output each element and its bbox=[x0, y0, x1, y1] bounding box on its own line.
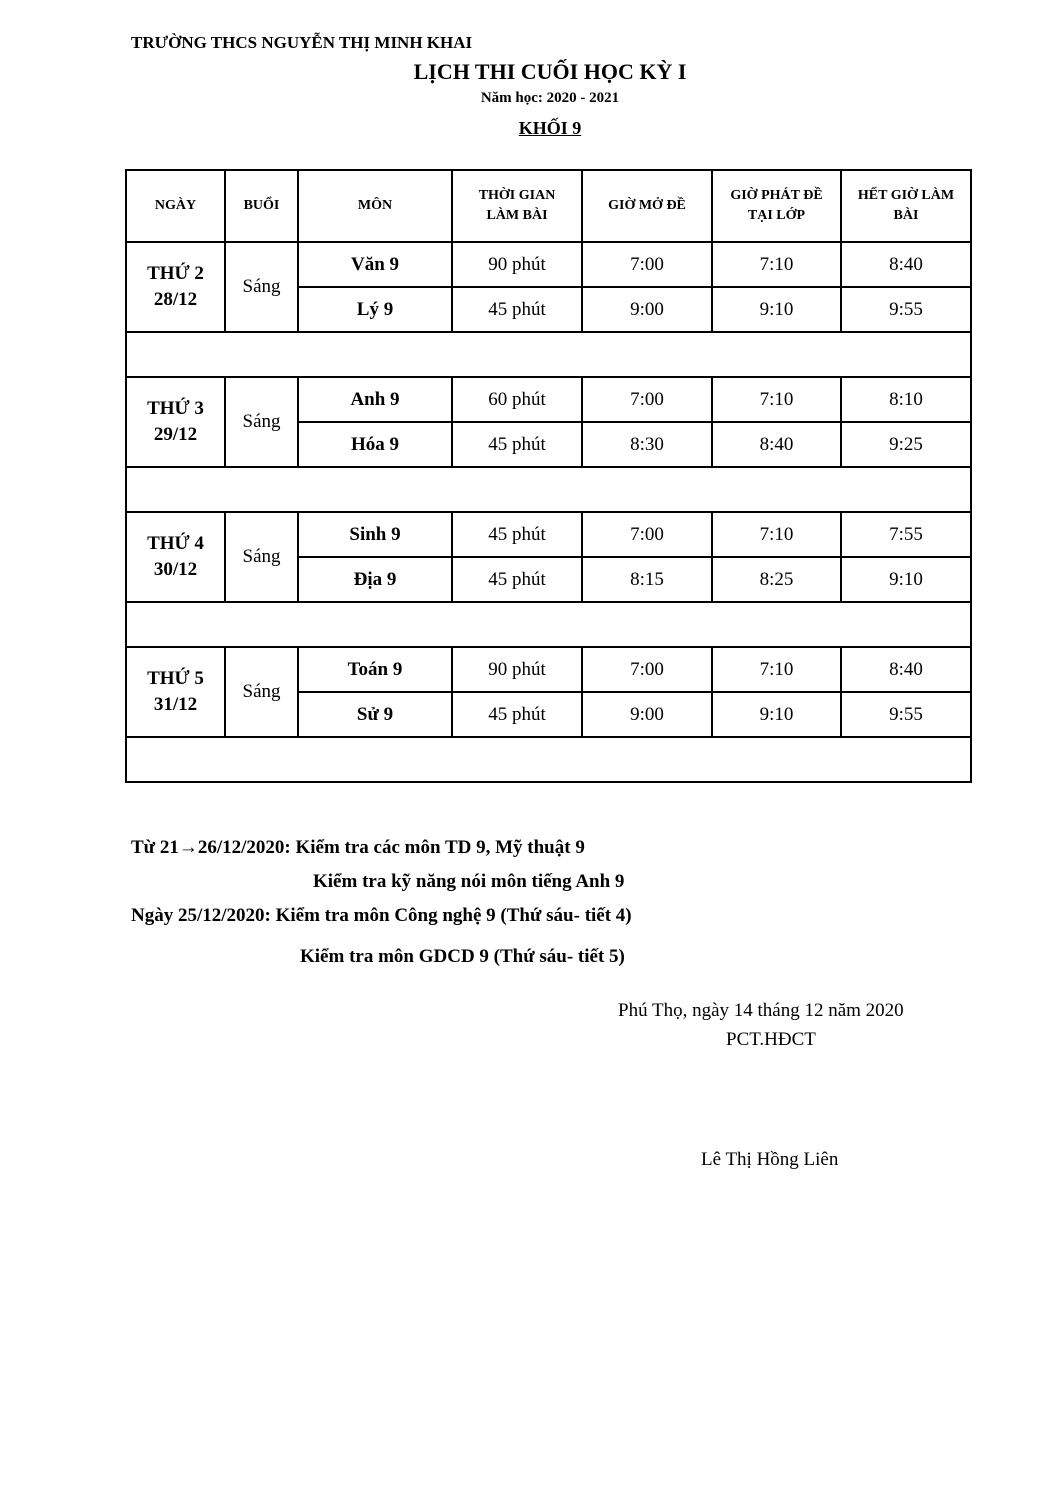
open-time-cell: 8:30 bbox=[582, 422, 712, 467]
school-name: TRƯỜNG THCS NGUYỄN THỊ MINH KHAI bbox=[131, 33, 473, 52]
session-cell: Sáng bbox=[225, 242, 298, 332]
hand-out-time-cell: 7:10 bbox=[712, 242, 841, 287]
open-time-cell: 9:00 bbox=[582, 692, 712, 737]
duration-cell: 60 phút bbox=[452, 377, 582, 422]
subject-cell: Toán 9 bbox=[298, 647, 452, 692]
end-time-cell: 9:25 bbox=[841, 422, 971, 467]
day-cell: THỨ 3 29/12 bbox=[126, 377, 225, 467]
subject-cell: Hóa 9 bbox=[298, 422, 452, 467]
end-time-cell: 9:10 bbox=[841, 557, 971, 602]
spacer-row bbox=[126, 467, 971, 512]
subject-cell: Địa 9 bbox=[298, 557, 452, 602]
day-cell: THỨ 2 28/12 bbox=[126, 242, 225, 332]
header-open-time: GIỜ MỞ ĐỀ bbox=[582, 170, 712, 242]
session-cell: Sáng bbox=[225, 512, 298, 602]
day-cell: THỨ 4 30/12 bbox=[126, 512, 225, 602]
hand-out-time-cell: 8:25 bbox=[712, 557, 841, 602]
duration-cell: 45 phút bbox=[452, 287, 582, 332]
open-time-cell: 9:00 bbox=[582, 287, 712, 332]
end-time-cell: 9:55 bbox=[841, 287, 971, 332]
note-line: Ngày 25/12/2020: Kiểm tra môn Công nghệ 9 (Thứ sáu- tiết 4) bbox=[131, 905, 632, 926]
header-day: NGÀY bbox=[126, 170, 225, 242]
note-line: Kiểm tra kỹ năng nói môn tiếng Anh 9 bbox=[313, 871, 625, 892]
school-year: Năm học: 2020 - 2021 bbox=[480, 90, 620, 106]
header-duration: THỜI GIAN LÀM BÀI bbox=[452, 170, 582, 242]
end-time-cell: 8:40 bbox=[841, 242, 971, 287]
duration-cell: 90 phút bbox=[452, 242, 582, 287]
note-line: Kiểm tra môn GDCD 9 (Thứ sáu- tiết 5) bbox=[300, 946, 625, 967]
open-time-cell: 7:00 bbox=[582, 242, 712, 287]
signer-role: PCT.HĐCT bbox=[726, 1029, 816, 1050]
session-cell: Sáng bbox=[225, 377, 298, 467]
document-title: LỊCH THI CUỐI HỌC KỲ I bbox=[413, 59, 687, 84]
signer-name: Lê Thị Hồng Liên bbox=[701, 1149, 839, 1170]
end-time-cell: 8:10 bbox=[841, 377, 971, 422]
duration-cell: 45 phút bbox=[452, 422, 582, 467]
table-header-row bbox=[126, 170, 971, 242]
note-line: Từ 21→26/12/2020: Kiểm tra các môn TD 9, Mỹ thuật 9 bbox=[131, 837, 585, 858]
end-time-cell: 9:55 bbox=[841, 692, 971, 737]
header-hand-out-time: GIỜ PHÁT ĐỀ TẠI LỚP bbox=[712, 170, 841, 242]
subject-cell: Văn 9 bbox=[298, 242, 452, 287]
open-time-cell: 7:00 bbox=[582, 512, 712, 557]
hand-out-time-cell: 7:10 bbox=[712, 512, 841, 557]
table-row bbox=[126, 377, 971, 422]
day-cell: THỨ 5 31/12 bbox=[126, 647, 225, 737]
exam-schedule-table bbox=[125, 169, 972, 783]
open-time-cell: 7:00 bbox=[582, 377, 712, 422]
header-subject: MÔN bbox=[298, 170, 452, 242]
table-row bbox=[126, 647, 971, 692]
hand-out-time-cell: 8:40 bbox=[712, 422, 841, 467]
duration-cell: 45 phút bbox=[452, 512, 582, 557]
end-time-cell: 7:55 bbox=[841, 512, 971, 557]
grade-label: KHỐI 9 bbox=[518, 118, 582, 138]
spacer-row bbox=[126, 737, 971, 782]
open-time-cell: 7:00 bbox=[582, 647, 712, 692]
duration-cell: 45 phút bbox=[452, 692, 582, 737]
table-row bbox=[126, 512, 971, 557]
spacer-row bbox=[126, 332, 971, 377]
header-session: BUỔI bbox=[225, 170, 298, 242]
duration-cell: 45 phút bbox=[452, 557, 582, 602]
subject-cell: Sinh 9 bbox=[298, 512, 452, 557]
hand-out-time-cell: 7:10 bbox=[712, 377, 841, 422]
subject-cell: Anh 9 bbox=[298, 377, 452, 422]
table-row bbox=[126, 242, 971, 287]
hand-out-time-cell: 9:10 bbox=[712, 692, 841, 737]
hand-out-time-cell: 7:10 bbox=[712, 647, 841, 692]
end-time-cell: 8:40 bbox=[841, 647, 971, 692]
subject-cell: Lý 9 bbox=[298, 287, 452, 332]
place-date: Phú Thọ, ngày 14 tháng 12 năm 2020 bbox=[618, 1000, 904, 1021]
open-time-cell: 8:15 bbox=[582, 557, 712, 602]
hand-out-time-cell: 9:10 bbox=[712, 287, 841, 332]
subject-cell: Sử 9 bbox=[298, 692, 452, 737]
spacer-row bbox=[126, 602, 971, 647]
duration-cell: 90 phút bbox=[452, 647, 582, 692]
header-end-time: HẾT GIỜ LÀM BÀI bbox=[841, 170, 971, 242]
session-cell: Sáng bbox=[225, 647, 298, 737]
